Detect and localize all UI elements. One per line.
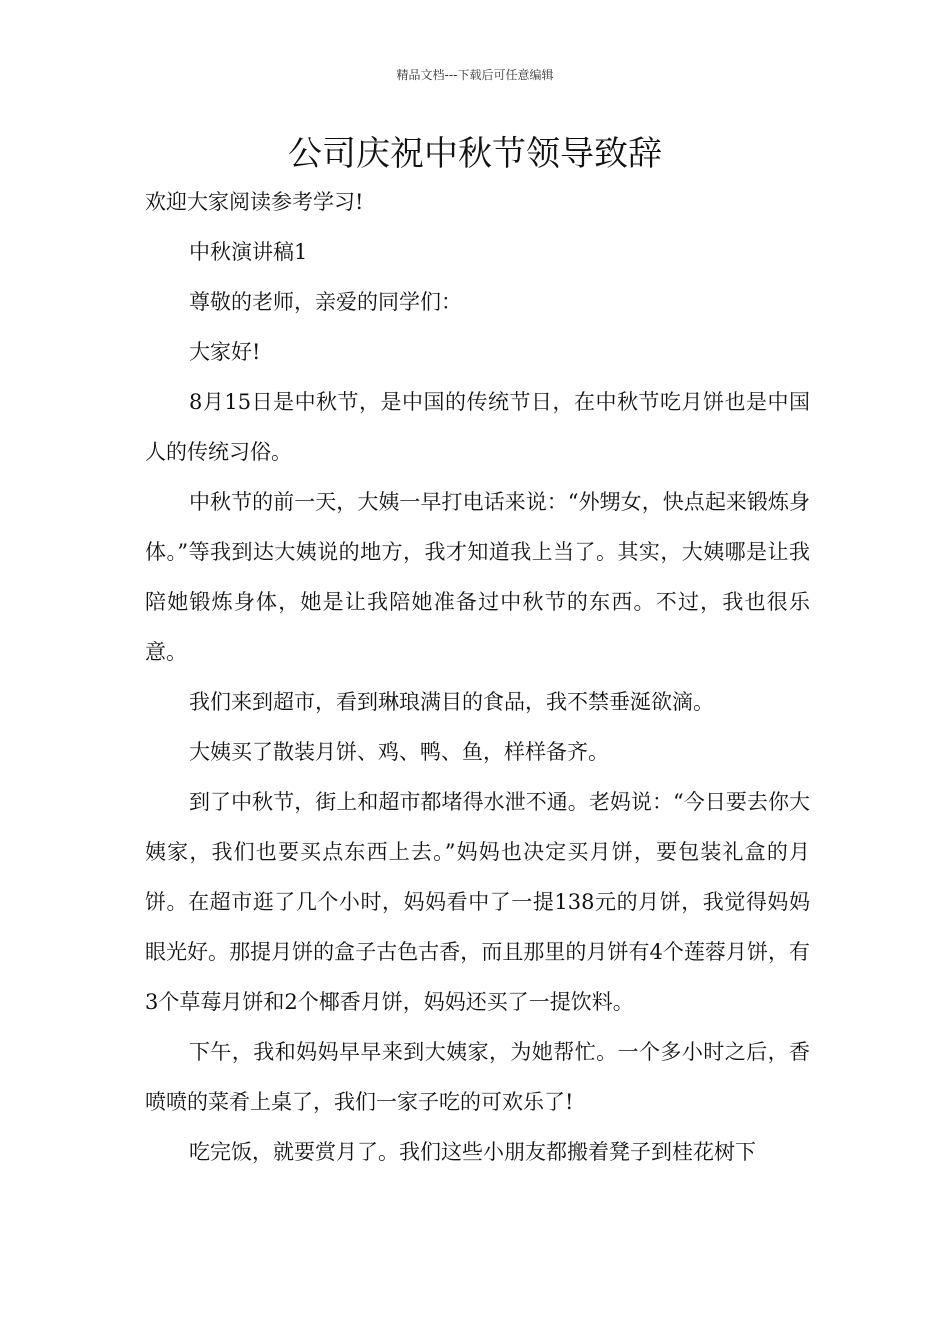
paragraph-body: 中秋节的前一天，大姨一早打电话来说：“外甥女，快点起来锻炼身体。”等我到达大姨说的地方，我才知道我上当了。其实，大姨哪是让我陪她锻炼身体，她是让我陪她准备过中秋节的东西。不过，我也很乐意。 [145, 490, 810, 664]
paragraph-greeting: 大家好! [189, 340, 261, 364]
page-header-note: 精品文档---下载后可任意编辑 [396, 68, 554, 82]
paragraph-body: 到了中秋节，街上和超市都堵得水泄不通。老妈说：“今日要去你大姨家，我们也要买点东西上去。”妈妈也决定买月饼，要包装礼盒的月饼。在超市逛了几个小时，妈妈看中了一提138元的月饼，我觉得妈妈眼光好。那提月饼的盒子古色古香，而且那里的月饼有4个莲蓉月饼，有3个草莓月饼和2个椰香月饼，妈妈还买了一提饮料。 [145, 790, 810, 1014]
paragraph-body: 大姨买了散装月饼、鸡、鸭、鱼，样样备齐。 [189, 740, 609, 764]
paragraph-speech-heading: 中秋演讲稿1 [189, 240, 308, 264]
document-title: 公司庆祝中秋节领导致辞 [288, 134, 662, 174]
intro-line: 欢迎大家阅读参考学习! [145, 190, 364, 214]
document-body [145, 177, 810, 1177]
paragraph-salutation: 尊敬的老师，亲爱的同学们： [189, 290, 462, 314]
paragraph-body: 吃完饭，就要赏月了。我们这些小朋友都搬着凳子到桂花树下 [189, 1140, 756, 1164]
paragraph-body: 我们来到超市，看到琳琅满目的食品，我不禁垂涎欲滴。 [189, 690, 714, 714]
paragraph-body: 下午，我和妈妈早早来到大姨家，为她帮忙。一个多小时之后，香喷喷的菜肴上桌了，我们一家子吃的可欢乐了! [145, 1040, 810, 1114]
paragraph-body: 8月15日是中秋节，是中国的传统节日，在中秋节吃月饼也是中国人的传统习俗。 [145, 390, 810, 464]
